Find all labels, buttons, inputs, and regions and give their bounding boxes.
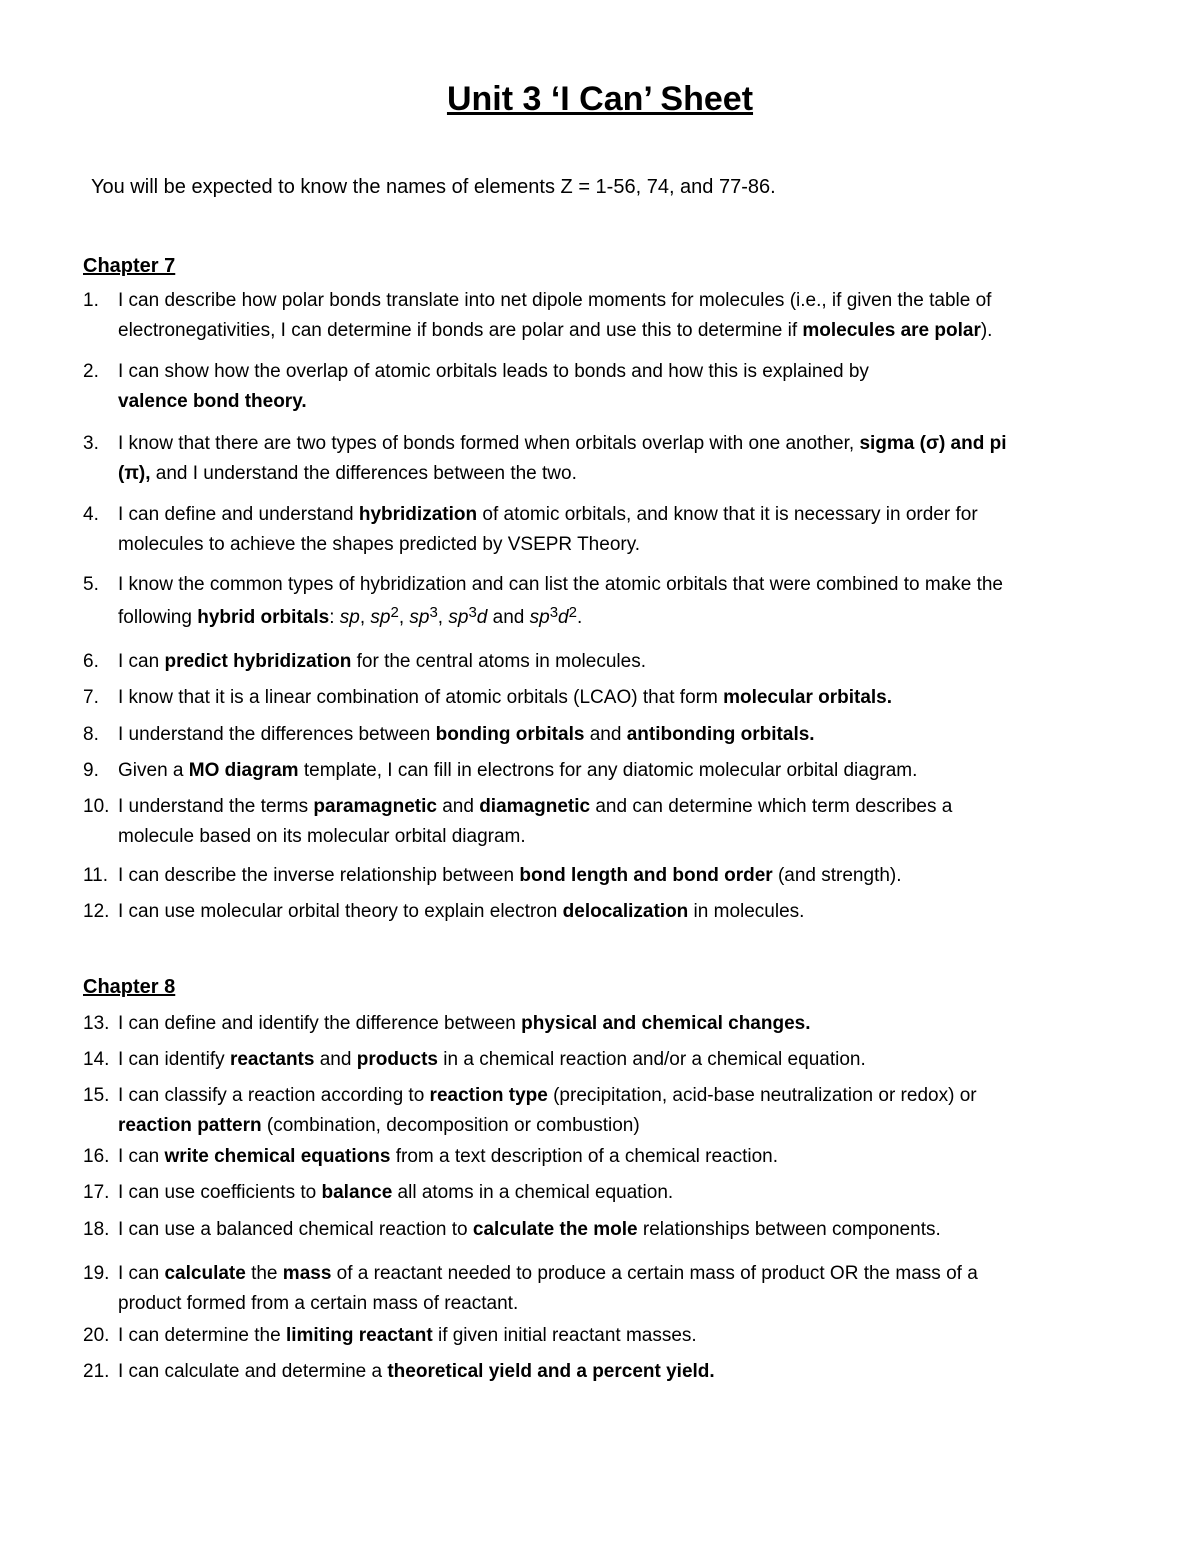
text-run: and — [487, 607, 530, 628]
text-run: , — [398, 607, 410, 628]
item-number: 19. — [83, 1263, 110, 1284]
bold-term: diamagnetic — [479, 796, 591, 817]
bold-term: balance — [321, 1182, 393, 1203]
text-run: and — [436, 796, 480, 817]
item-text — [118, 647, 1133, 677]
text-run: following — [118, 607, 198, 628]
item-text — [118, 720, 1133, 750]
item-line — [118, 1321, 1133, 1351]
item-line — [118, 429, 1133, 459]
item-text — [118, 1321, 1133, 1351]
item-text — [118, 1259, 1133, 1319]
text-run: of a reactant needed to produce a certain mass of product OR the mass of a — [331, 1263, 978, 1284]
item-line — [118, 1289, 1133, 1319]
item-number: 5. — [83, 574, 99, 595]
bold-term: MO diagram — [188, 760, 299, 781]
item-line — [118, 792, 1133, 822]
item-text — [118, 683, 1133, 713]
text-run: , — [359, 607, 371, 628]
text-run: , — [437, 607, 449, 628]
italic-term: sp — [339, 607, 360, 628]
text-run: I can determine the — [118, 1325, 286, 1346]
text-run: I know that it is a linear combination of atomic orbitals (LCAO) that form — [118, 687, 724, 708]
italic-term: d — [558, 607, 569, 628]
text-run: template, I can fill in electrons for any diatomic molecular orbital diagram. — [298, 760, 918, 781]
list-item — [83, 1081, 1133, 1141]
item-line — [118, 459, 1133, 489]
item-text — [118, 897, 1133, 927]
item-text — [118, 861, 1133, 891]
item-line — [118, 822, 1133, 852]
text-run: I understand the differences between — [118, 724, 436, 745]
text-run: I can use a balanced chemical reaction to — [118, 1219, 473, 1240]
intro-text: You will be expected to know the names of elements Z = 1-56, 74, and 77-86. — [91, 176, 776, 198]
item-text — [118, 1215, 1133, 1245]
text-run: I can show how the overlap of atomic orbitals leads to bonds and how this is explained by — [118, 361, 869, 382]
item-text — [118, 357, 1133, 417]
chapter-7-heading: Chapter 7 — [83, 255, 176, 277]
text-run: I can use molecular orbital theory to explain electron — [118, 901, 563, 922]
text-run: . — [576, 607, 583, 628]
item-line — [118, 1081, 1133, 1111]
text-run: I know the common types of hybridization and can list the atomic orbitals that were combined to make the — [118, 574, 1004, 595]
item-line — [118, 500, 1133, 530]
text-run: of atomic orbitals, and know that it is necessary in order for — [477, 504, 978, 525]
text-run: I can describe the inverse relationship between — [118, 865, 520, 886]
list-item — [83, 647, 1133, 677]
item-number: 20. — [83, 1325, 110, 1346]
item-line — [118, 316, 1133, 346]
item-number: 1. — [83, 290, 99, 311]
item-line — [118, 720, 1133, 750]
bold-term: physical and chemical changes. — [521, 1013, 811, 1034]
item-number: 6. — [83, 651, 99, 672]
list-item — [83, 1178, 1133, 1208]
list-item — [83, 286, 1133, 346]
item-text — [118, 286, 1133, 346]
text-run: : — [329, 607, 340, 628]
bold-term: calculate — [164, 1263, 246, 1284]
item-line — [118, 1142, 1133, 1172]
text-run: I know that there are two types of bonds formed when orbitals overlap with one another, — [118, 433, 860, 454]
bold-term: calculate the mole — [472, 1219, 638, 1240]
text-run: Given a — [118, 760, 189, 781]
list-item — [83, 1142, 1133, 1172]
list-item — [83, 1215, 1133, 1245]
bold-term: write chemical equations — [164, 1146, 391, 1167]
item-number: 8. — [83, 724, 99, 745]
item-line — [118, 530, 1133, 560]
bold-term: bond length and bond order — [519, 865, 773, 886]
list-item — [83, 357, 1133, 417]
text-run: and — [314, 1049, 357, 1070]
text-run: product formed from a certain mass of reactant. — [118, 1293, 519, 1314]
item-text — [118, 1009, 1133, 1039]
item-number: 11. — [83, 865, 109, 886]
item-number: 13. — [83, 1013, 110, 1034]
item-number: 2. — [83, 361, 99, 382]
list-item — [83, 720, 1133, 750]
list-item — [83, 1009, 1133, 1039]
item-text — [118, 500, 1133, 560]
italic-term: sp — [448, 607, 469, 628]
bold-term: hybridization — [358, 504, 478, 525]
item-number: 9. — [83, 760, 99, 781]
text-run: I can — [118, 651, 165, 672]
item-text — [118, 756, 1133, 786]
item-number: 15. — [83, 1085, 110, 1106]
text-run: in molecules. — [688, 901, 805, 922]
list-item — [83, 429, 1133, 489]
text-run: if given initial reactant masses. — [432, 1325, 697, 1346]
item-number: 21. — [83, 1361, 110, 1382]
bold-term: (π), — [118, 463, 151, 484]
bold-term: products — [356, 1049, 438, 1070]
bold-term: delocalization — [562, 901, 689, 922]
item-number: 18. — [83, 1219, 110, 1240]
item-line — [118, 756, 1133, 786]
italic-term: sp — [370, 607, 391, 628]
text-run: and — [584, 724, 627, 745]
text-run: I understand the terms — [118, 796, 314, 817]
item-text — [118, 1045, 1133, 1075]
text-run: the — [245, 1263, 283, 1284]
bold-term: bonding orbitals — [435, 724, 585, 745]
superscript: 3 — [549, 604, 559, 621]
bold-term: theoretical yield and a percent yield. — [387, 1361, 715, 1382]
list-item — [83, 861, 1133, 891]
text-run: molecules to achieve the shapes predicted by VSEPR Theory. — [118, 534, 641, 555]
bold-term: antibonding orbitals. — [626, 724, 815, 745]
item-text — [118, 429, 1133, 489]
list-item — [83, 1357, 1133, 1387]
chapter-8-heading: Chapter 8 — [83, 976, 176, 998]
superscript: 2 — [568, 604, 577, 621]
item-line — [118, 286, 1133, 316]
text-run: I can use coefficients to — [118, 1182, 322, 1203]
italic-term: d — [476, 607, 488, 628]
text-run: electronegativities, I can determine if bonds are polar and use this to determine if — [118, 320, 803, 341]
text-run: and I understand the differences between the two. — [150, 463, 577, 484]
text-run: from a text description of a chemical reaction. — [390, 1146, 779, 1167]
superscript: 2 — [390, 604, 399, 621]
item-line — [118, 1045, 1133, 1075]
item-number: 10. — [83, 796, 110, 817]
item-line — [118, 861, 1133, 891]
item-line — [118, 1259, 1133, 1289]
bold-term: limiting reactant — [285, 1325, 433, 1346]
text-run: I can define and identify the difference between — [118, 1013, 522, 1034]
item-text — [118, 1081, 1133, 1141]
item-line — [118, 1111, 1133, 1141]
bold-term: reactants — [229, 1049, 315, 1070]
bold-term: molecules are polar — [802, 320, 981, 341]
item-line — [118, 357, 1133, 387]
bold-term: predict hybridization — [164, 651, 352, 672]
item-number: 12. — [83, 901, 110, 922]
text-run: (and strength). — [772, 865, 902, 886]
item-line — [118, 1357, 1133, 1387]
list-item — [83, 756, 1133, 786]
list-item — [83, 570, 1133, 638]
text-run: I can calculate and determine a — [118, 1361, 388, 1382]
bold-term: reaction pattern — [118, 1115, 262, 1136]
italic-term: sp — [409, 607, 430, 628]
list-item — [83, 792, 1133, 852]
text-run: ). — [980, 320, 993, 341]
text-run: in a chemical reaction and/or a chemical equation. — [438, 1049, 866, 1070]
list-item — [83, 683, 1133, 713]
item-line — [118, 683, 1133, 713]
list-item — [83, 1259, 1133, 1319]
item-number: 4. — [83, 504, 99, 525]
bold-term: valence bond theory. — [118, 391, 307, 412]
superscript: 3 — [429, 604, 438, 621]
text-run: relationships between components. — [637, 1219, 941, 1240]
italic-term: sp — [529, 607, 550, 628]
text-run: for the central atoms in molecules. — [351, 651, 646, 672]
item-number: 16. — [83, 1146, 110, 1167]
item-number: 7. — [83, 687, 99, 708]
text-run: (combination, decomposition or combustion) — [261, 1115, 640, 1136]
superscript: 3 — [468, 604, 477, 621]
item-text — [118, 792, 1133, 852]
bold-term: sigma (σ) and pi — [859, 433, 1007, 454]
text-run: I can describe how polar bonds translate into net dipole moments for molecules (i.e., if given the table of — [118, 290, 992, 311]
item-line — [118, 1009, 1133, 1039]
item-text — [118, 1178, 1133, 1208]
page-title: Unit 3 ‘I Can’ Sheet — [446, 80, 754, 118]
text-run: I can identify — [118, 1049, 230, 1070]
bold-term: molecular orbitals. — [723, 687, 893, 708]
item-line — [118, 570, 1133, 600]
item-number: 17. — [83, 1182, 110, 1203]
list-item — [83, 1045, 1133, 1075]
text-run: and can determine which term describes a — [590, 796, 953, 817]
item-line — [118, 897, 1133, 927]
item-line — [118, 598, 1133, 638]
text-run: I can — [118, 1146, 165, 1167]
item-line — [118, 1215, 1133, 1245]
bold-term: hybrid orbitals — [197, 607, 330, 628]
item-text — [118, 570, 1133, 638]
item-line — [118, 647, 1133, 677]
list-item — [83, 1321, 1133, 1351]
item-number: 3. — [83, 433, 99, 454]
item-line — [118, 1178, 1133, 1208]
bold-term: paramagnetic — [313, 796, 437, 817]
text-run: I can classify a reaction according to — [118, 1085, 430, 1106]
list-item — [83, 897, 1133, 927]
bold-term: mass — [282, 1263, 332, 1284]
item-text — [118, 1357, 1133, 1387]
list-item — [83, 500, 1133, 560]
text-run: I can define and understand — [118, 504, 359, 525]
item-line — [118, 387, 1133, 417]
bold-term: reaction type — [429, 1085, 548, 1106]
item-text — [118, 1142, 1133, 1172]
text-run: (precipitation, acid-base neutralization or redox) or — [547, 1085, 977, 1106]
text-run: I can — [118, 1263, 165, 1284]
item-number: 14. — [83, 1049, 110, 1070]
text-run: all atoms in a chemical equation. — [392, 1182, 674, 1203]
text-run: molecule based on its molecular orbital diagram. — [118, 826, 526, 847]
